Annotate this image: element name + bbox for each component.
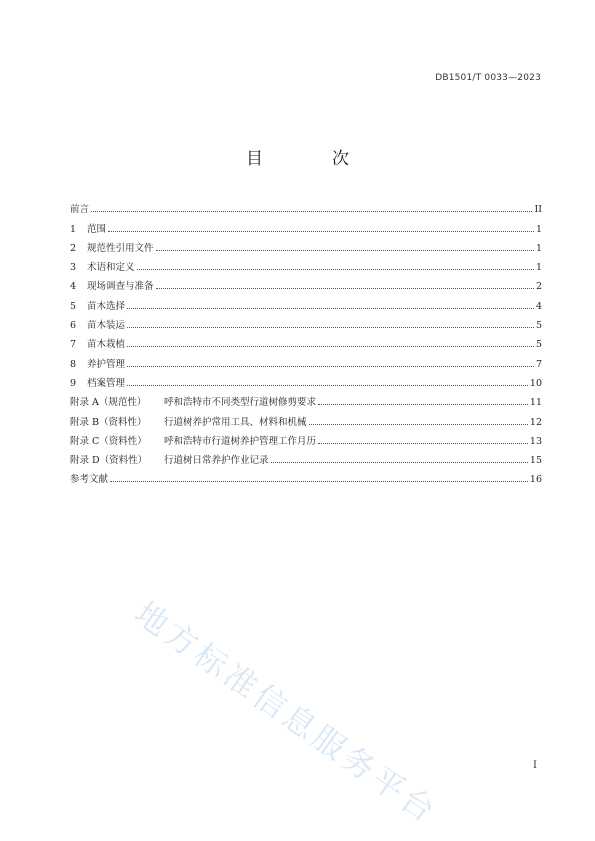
toc-leader <box>156 287 534 289</box>
table-of-contents <box>70 196 542 485</box>
toc-entry-9[interactable] <box>70 370 542 389</box>
toc-entry-4[interactable] <box>70 273 542 292</box>
toc-entry-appendix-b[interactable] <box>70 408 542 427</box>
toc-number: 9 <box>70 377 77 389</box>
toc-entry-2[interactable] <box>70 235 542 254</box>
page-number: I <box>533 760 537 771</box>
toc-label: 行道树养护常用工具、材料和机械 <box>164 416 307 428</box>
toc-label: 苗木选择 <box>87 300 126 312</box>
toc-entry-1[interactable] <box>70 215 542 234</box>
toc-page: 5 <box>535 320 542 332</box>
toc-leader <box>271 461 528 463</box>
toc-leader <box>318 442 528 444</box>
toc-leader <box>127 326 534 328</box>
toc-number: 5 <box>70 300 77 312</box>
toc-label: 参考文献 <box>70 474 109 486</box>
toc-appendix-id: 附录 A（规范性） <box>70 397 147 409</box>
toc-label: 苗木装运 <box>87 320 126 332</box>
page-title: 目 次 <box>246 149 375 169</box>
toc-page: 16 <box>529 474 542 486</box>
toc-page: 2 <box>535 281 542 293</box>
toc-page: 13 <box>529 435 542 447</box>
toc-label: 行道树日常养护作业记录 <box>164 455 269 467</box>
toc-leader <box>127 345 534 347</box>
toc-label: 呼和浩特市行道树养护管理工作月历 <box>164 435 317 447</box>
toc-page: 10 <box>529 377 542 389</box>
toc-page: 11 <box>529 397 542 409</box>
watermark: 地方标准信息服务平台 <box>127 594 445 832</box>
toc-number: 2 <box>70 242 77 254</box>
toc-entry-8[interactable] <box>70 350 542 369</box>
toc-label: 术语和定义 <box>87 262 135 274</box>
toc-label: 呼和浩特市不同类型行道树修剪要求 <box>164 397 317 409</box>
toc-appendix-id: 附录 C（资料性） <box>70 435 147 447</box>
toc-leader <box>137 268 534 270</box>
toc-number: 8 <box>70 358 77 370</box>
document-code: DB1501/T 0033—2023 <box>435 73 541 83</box>
toc-appendix-id: 附录 D（资料性） <box>70 455 148 467</box>
toc-label: 苗木栽植 <box>87 339 126 351</box>
toc-leader <box>108 230 534 232</box>
toc-leader <box>110 480 528 482</box>
toc-number: 6 <box>70 320 77 332</box>
toc-leader <box>309 423 528 425</box>
toc-entry-foreword[interactable] <box>70 196 542 215</box>
toc-entry-6[interactable] <box>70 312 542 331</box>
toc-entry-5[interactable] <box>70 292 542 311</box>
toc-number: 7 <box>70 339 77 351</box>
toc-entry-7[interactable] <box>70 331 542 350</box>
toc-leader <box>318 403 528 405</box>
toc-entry-appendix-d[interactable] <box>70 447 542 466</box>
toc-page: 15 <box>529 455 542 467</box>
toc-label: 范围 <box>87 223 107 235</box>
toc-page: 7 <box>535 358 542 370</box>
toc-leader <box>156 249 534 251</box>
toc-page: 12 <box>529 416 542 428</box>
toc-page: 1 <box>535 223 542 235</box>
toc-page: 1 <box>535 262 542 274</box>
toc-label: 前言 <box>70 204 90 216</box>
toc-leader <box>127 384 528 386</box>
toc-entry-references[interactable] <box>70 466 542 485</box>
toc-entry-appendix-a[interactable] <box>70 389 542 408</box>
toc-label: 规范性引用文件 <box>87 242 154 254</box>
toc-label: 现场调查与准备 <box>87 281 154 293</box>
toc-leader <box>91 210 532 212</box>
toc-label: 档案管理 <box>87 377 126 389</box>
toc-leader <box>127 307 534 309</box>
toc-number: 1 <box>70 223 77 235</box>
toc-entry-3[interactable] <box>70 254 542 273</box>
toc-leader <box>127 365 534 367</box>
toc-page: 1 <box>535 242 542 254</box>
toc-page: II <box>534 204 542 216</box>
toc-number: 3 <box>70 262 77 274</box>
toc-appendix-id: 附录 B（资料性） <box>70 416 147 428</box>
toc-page: 4 <box>535 300 542 312</box>
toc-label: 养护管理 <box>87 358 126 370</box>
toc-number: 4 <box>70 281 77 293</box>
toc-entry-appendix-c[interactable] <box>70 428 542 447</box>
toc-page: 5 <box>535 339 542 351</box>
